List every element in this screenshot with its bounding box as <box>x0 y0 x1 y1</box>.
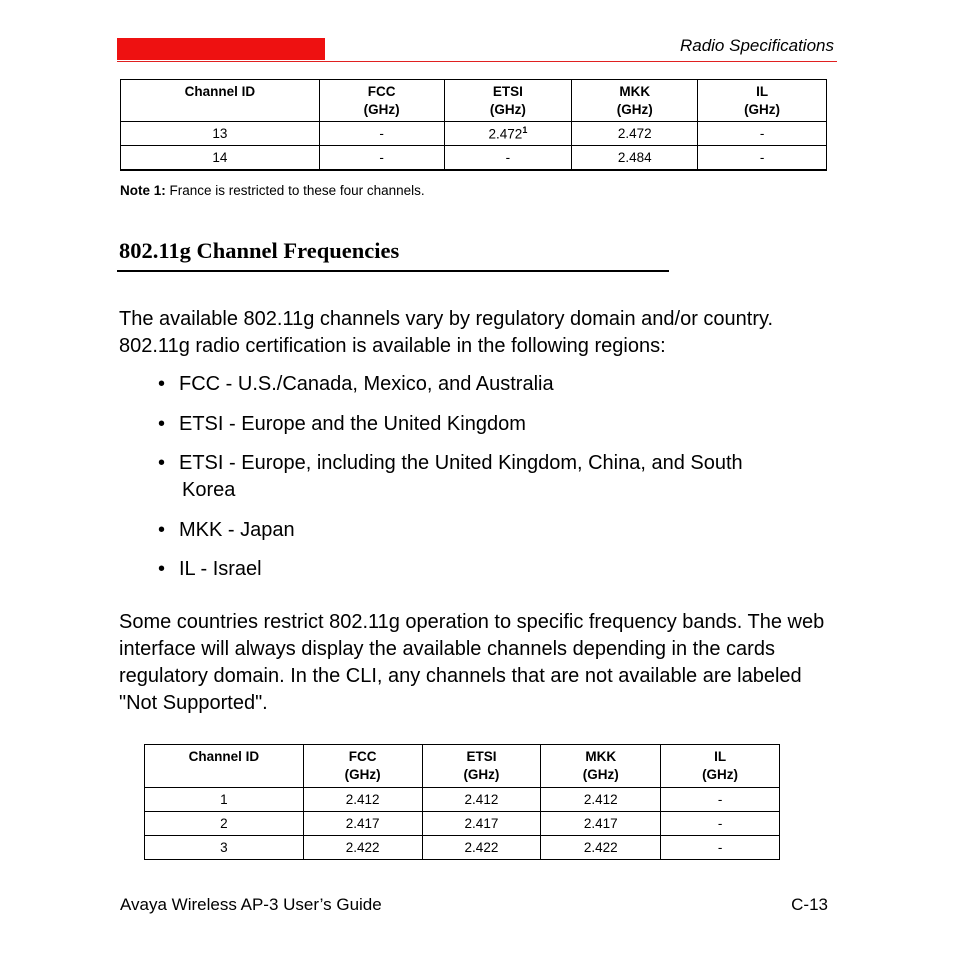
table-cell: - <box>698 122 827 146</box>
table-row <box>145 788 780 812</box>
table-cell: 2.472 <box>572 122 698 146</box>
header-rule <box>117 61 837 62</box>
column-header-mkk: MKK (GHz) <box>541 745 661 788</box>
bullet-symbol: • <box>158 452 166 474</box>
running-header-title: Radio Specifications <box>679 36 834 55</box>
table-cell: 2.422 <box>303 836 422 860</box>
bullet-symbol: • <box>158 518 166 541</box>
table-header-row <box>145 745 780 788</box>
bullet-symbol: • <box>158 412 166 435</box>
column-header-il: IL (GHz) <box>698 80 827 122</box>
table-cell: 2.412 <box>303 788 422 812</box>
column-header-il: IL (GHz) <box>661 745 780 788</box>
table-cell: 1 <box>145 788 304 812</box>
region-list <box>158 371 838 596</box>
table-cell: - <box>661 812 780 836</box>
list-item: • ETSI - Europe, including the United Kingdom, China, and South Korea <box>158 452 743 501</box>
column-header-etsi: ETSI (GHz) <box>444 80 572 122</box>
table-row <box>121 122 827 146</box>
list-item: • ETSI - Europe and the United Kingdom <box>158 411 838 438</box>
footnote-mark: 1 <box>522 125 528 136</box>
note-label: Note 1: <box>120 183 166 198</box>
channel-table-continued <box>120 79 827 171</box>
table-cell: 2.417 <box>422 812 541 836</box>
bullet-symbol: • <box>158 558 166 580</box>
table-cell: - <box>444 146 572 171</box>
table-cell: 2.422 <box>541 836 661 860</box>
column-header-mkk: MKK (GHz) <box>572 80 698 122</box>
channel-frequency-table-80211g <box>144 744 780 860</box>
table-cell: - <box>698 146 827 171</box>
note-text: France is restricted to these four channels. <box>169 183 425 198</box>
table-cell: 14 <box>121 146 320 171</box>
table-cell: 2.412 <box>541 788 661 812</box>
list-item: • MKK - Japan <box>158 517 838 544</box>
restriction-paragraph: Some countries restrict 802.11g operation to specific frequency bands. The web interface will always display the available channels depending in the cards regulatory domain. In the CLI, any channels that are not available are labeled "Not Supported". <box>119 611 825 714</box>
table-cell: - <box>661 836 780 860</box>
table-row <box>145 836 780 860</box>
column-header-channel-id: Channel ID <box>145 745 304 788</box>
column-header-fcc: FCC (GHz) <box>319 80 444 122</box>
section-heading: 802.11g Channel Frequencies <box>119 238 400 263</box>
table-cell: 2.422 <box>422 836 541 860</box>
table-cell: 2.472$^1$ <box>444 122 572 146</box>
table-cell: 3 <box>145 836 304 860</box>
table-note <box>120 183 425 198</box>
table-cell: 2 <box>145 812 304 836</box>
footer-page-number: C-13 <box>791 895 828 914</box>
column-header-etsi: ETSI (GHz) <box>422 745 541 788</box>
section-rule <box>117 270 669 272</box>
table-cell: 2.412 <box>422 788 541 812</box>
table-cell: 2.417 <box>541 812 661 836</box>
table-row <box>145 812 780 836</box>
list-item: • FCC - U.S./Canada, Mexico, and Australia <box>158 371 838 398</box>
table-cell: 13 <box>121 122 320 146</box>
table-cell: 2.484 <box>572 146 698 171</box>
table-cell: - <box>319 146 444 171</box>
intro-paragraph: The available 802.11g channels vary by regulatory domain and/or country. 802.11g radio certification is available in the following regions: <box>119 308 774 357</box>
bullet-symbol: • <box>158 373 166 395</box>
column-header-channel-id: Channel ID <box>121 80 320 122</box>
list-item: • IL - Israel <box>158 556 838 583</box>
column-header-fcc: FCC (GHz) <box>303 745 422 788</box>
table-cell: 2.417 <box>303 812 422 836</box>
footer-guide-title: Avaya Wireless AP-3 User’s Guide <box>120 895 382 914</box>
table-cell: - <box>661 788 780 812</box>
table-cell: - <box>319 122 444 146</box>
header-red-bar <box>117 38 325 60</box>
table-row <box>121 146 827 171</box>
table-header-row <box>121 80 827 122</box>
